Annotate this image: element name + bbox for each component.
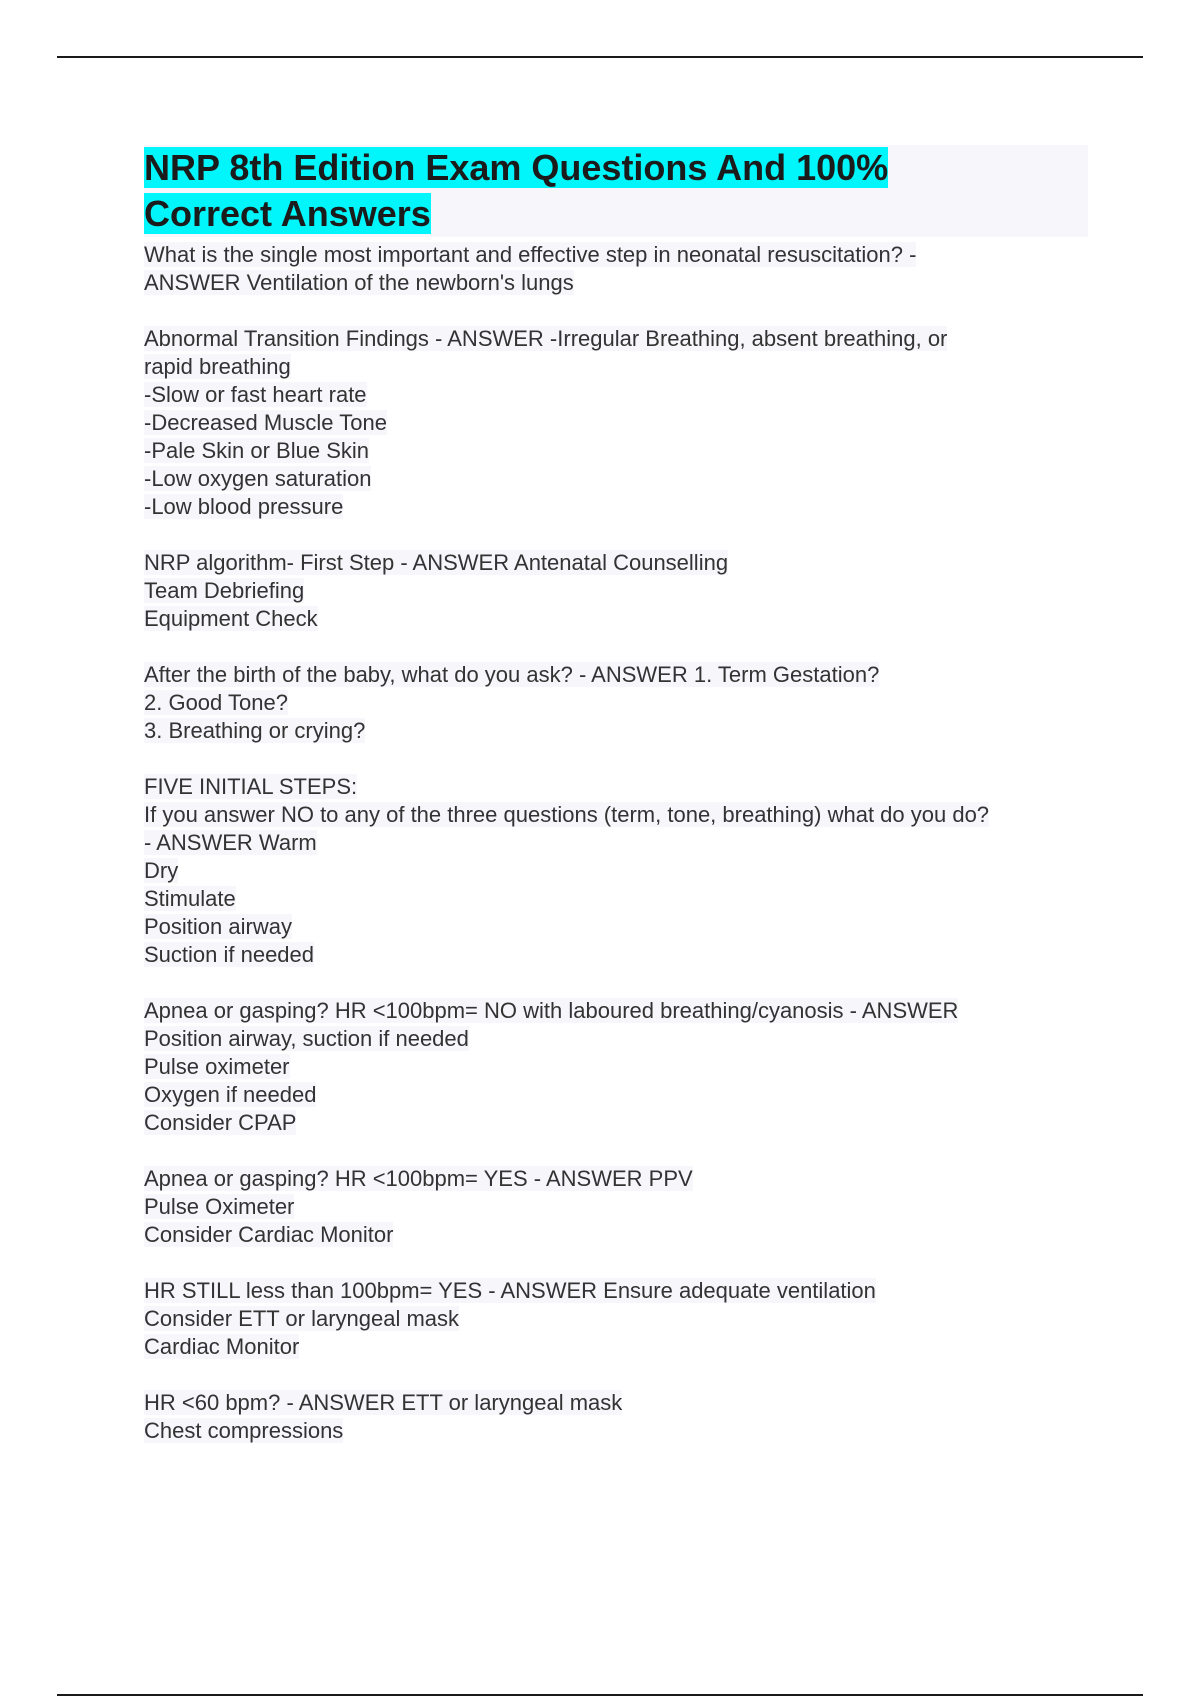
qa-answer-line xyxy=(144,1221,1088,1249)
qa-answer-line xyxy=(144,1333,1088,1361)
document-title-text: NRP 8th Edition Exam Questions And 100% Correct Answers xyxy=(144,147,889,234)
qa-question-line xyxy=(144,325,1088,353)
qa-line-text: 2. Good Tone? xyxy=(144,690,288,715)
qa-line-text: Consider Cardiac Monitor xyxy=(144,1222,394,1247)
qa-line-text: If you answer NO to any of the three questions (term, tone, breathing) what do you do? xyxy=(144,802,990,827)
qa-line-text: -Low oxygen saturation xyxy=(144,466,372,491)
qa-question-line xyxy=(144,241,1088,269)
qa-answer-line xyxy=(144,1109,1088,1137)
qa-list xyxy=(144,241,1088,1445)
qa-item xyxy=(144,325,1088,521)
qa-line-text: Abnormal Transition Findings - ANSWER -Irregular Breathing, absent breathing, or xyxy=(144,326,948,351)
qa-question-line xyxy=(144,773,1088,801)
qa-answer-line xyxy=(144,1025,1088,1053)
qa-answer-line xyxy=(144,1417,1088,1445)
qa-line-text: 3. Breathing or crying? xyxy=(144,718,366,743)
qa-item xyxy=(144,997,1088,1137)
qa-answer-line xyxy=(144,857,1088,885)
qa-answer-line xyxy=(144,885,1088,913)
bottom-rule xyxy=(57,1694,1143,1696)
qa-line-text: -Decreased Muscle Tone xyxy=(144,410,387,435)
qa-question-line xyxy=(144,1165,1088,1193)
qa-item xyxy=(144,549,1088,633)
qa-line-text: After the birth of the baby, what do you ask? - ANSWER 1. Term Gestation? xyxy=(144,662,880,687)
qa-answer-line xyxy=(144,717,1088,745)
qa-answer-line xyxy=(144,269,1088,297)
qa-line-text: Dry xyxy=(144,858,179,883)
document-title xyxy=(144,145,1004,237)
qa-question-line xyxy=(144,1389,1088,1417)
qa-line-text: Pulse oximeter xyxy=(144,1054,290,1079)
qa-answer-line xyxy=(144,605,1088,633)
qa-answer-line xyxy=(144,409,1088,437)
qa-answer-line xyxy=(144,913,1088,941)
qa-line-text: -Slow or fast heart rate xyxy=(144,382,367,407)
qa-line-text: Pulse Oximeter xyxy=(144,1194,295,1219)
qa-line-text: Position airway, suction if needed xyxy=(144,1026,469,1051)
qa-line-text: NRP algorithm- First Step - ANSWER Antenatal Counselling xyxy=(144,550,729,575)
qa-line-text: Consider CPAP xyxy=(144,1110,297,1135)
qa-line-text: Oxygen if needed xyxy=(144,1082,317,1107)
qa-line-text: rapid breathing xyxy=(144,354,291,379)
qa-item xyxy=(144,661,1088,745)
qa-answer-line xyxy=(144,465,1088,493)
qa-line-text: - ANSWER Warm xyxy=(144,830,317,855)
qa-answer-line xyxy=(144,801,1088,829)
qa-answer-line xyxy=(144,381,1088,409)
qa-answer-line xyxy=(144,689,1088,717)
qa-line-text: Equipment Check xyxy=(144,606,318,631)
qa-question-line xyxy=(144,1277,1088,1305)
qa-answer-line xyxy=(144,1081,1088,1109)
qa-item xyxy=(144,773,1088,969)
qa-line-text: HR <60 bpm? - ANSWER ETT or laryngeal mask xyxy=(144,1390,623,1415)
qa-line-text: Position airway xyxy=(144,914,292,939)
qa-line-text: Consider ETT or laryngeal mask xyxy=(144,1306,460,1331)
qa-line-text: Suction if needed xyxy=(144,942,315,967)
qa-answer-line xyxy=(144,577,1088,605)
qa-answer-line xyxy=(144,1305,1088,1333)
qa-answer-line xyxy=(144,493,1088,521)
qa-line-text: Apnea or gasping? HR <100bpm= YES - ANSWER PPV xyxy=(144,1166,693,1191)
qa-line-text: HR STILL less than 100bpm= YES - ANSWER Ensure adequate ventilation xyxy=(144,1278,876,1303)
title-block xyxy=(144,145,1088,237)
qa-answer-line xyxy=(144,1193,1088,1221)
qa-line-text: Stimulate xyxy=(144,886,236,911)
qa-item xyxy=(144,1277,1088,1361)
qa-line-text: Apnea or gasping? HR <100bpm= NO with laboured breathing/cyanosis - ANSWER xyxy=(144,998,959,1023)
qa-line-text: Chest compressions xyxy=(144,1418,344,1443)
qa-answer-line xyxy=(144,941,1088,969)
qa-line-text: Cardiac Monitor xyxy=(144,1334,300,1359)
qa-question-line xyxy=(144,549,1088,577)
qa-item xyxy=(144,241,1088,297)
qa-answer-line xyxy=(144,1053,1088,1081)
qa-line-text: FIVE INITIAL STEPS: xyxy=(144,774,358,799)
qa-answer-line xyxy=(144,437,1088,465)
qa-item xyxy=(144,1389,1088,1445)
top-rule xyxy=(57,56,1143,58)
qa-line-text: -Low blood pressure xyxy=(144,494,344,519)
qa-line-text: What is the single most important and effective step in neonatal resuscitation? - xyxy=(144,242,917,267)
qa-line-text: -Pale Skin or Blue Skin xyxy=(144,438,369,463)
qa-question-line xyxy=(144,661,1088,689)
qa-line-text: Team Debriefing xyxy=(144,578,305,603)
qa-question-line xyxy=(144,997,1088,1025)
qa-answer-line xyxy=(144,829,1088,857)
qa-line-text: ANSWER Ventilation of the newborn's lungs xyxy=(144,270,574,295)
qa-answer-line xyxy=(144,353,1088,381)
document-body xyxy=(144,145,1088,1473)
qa-item xyxy=(144,1165,1088,1249)
